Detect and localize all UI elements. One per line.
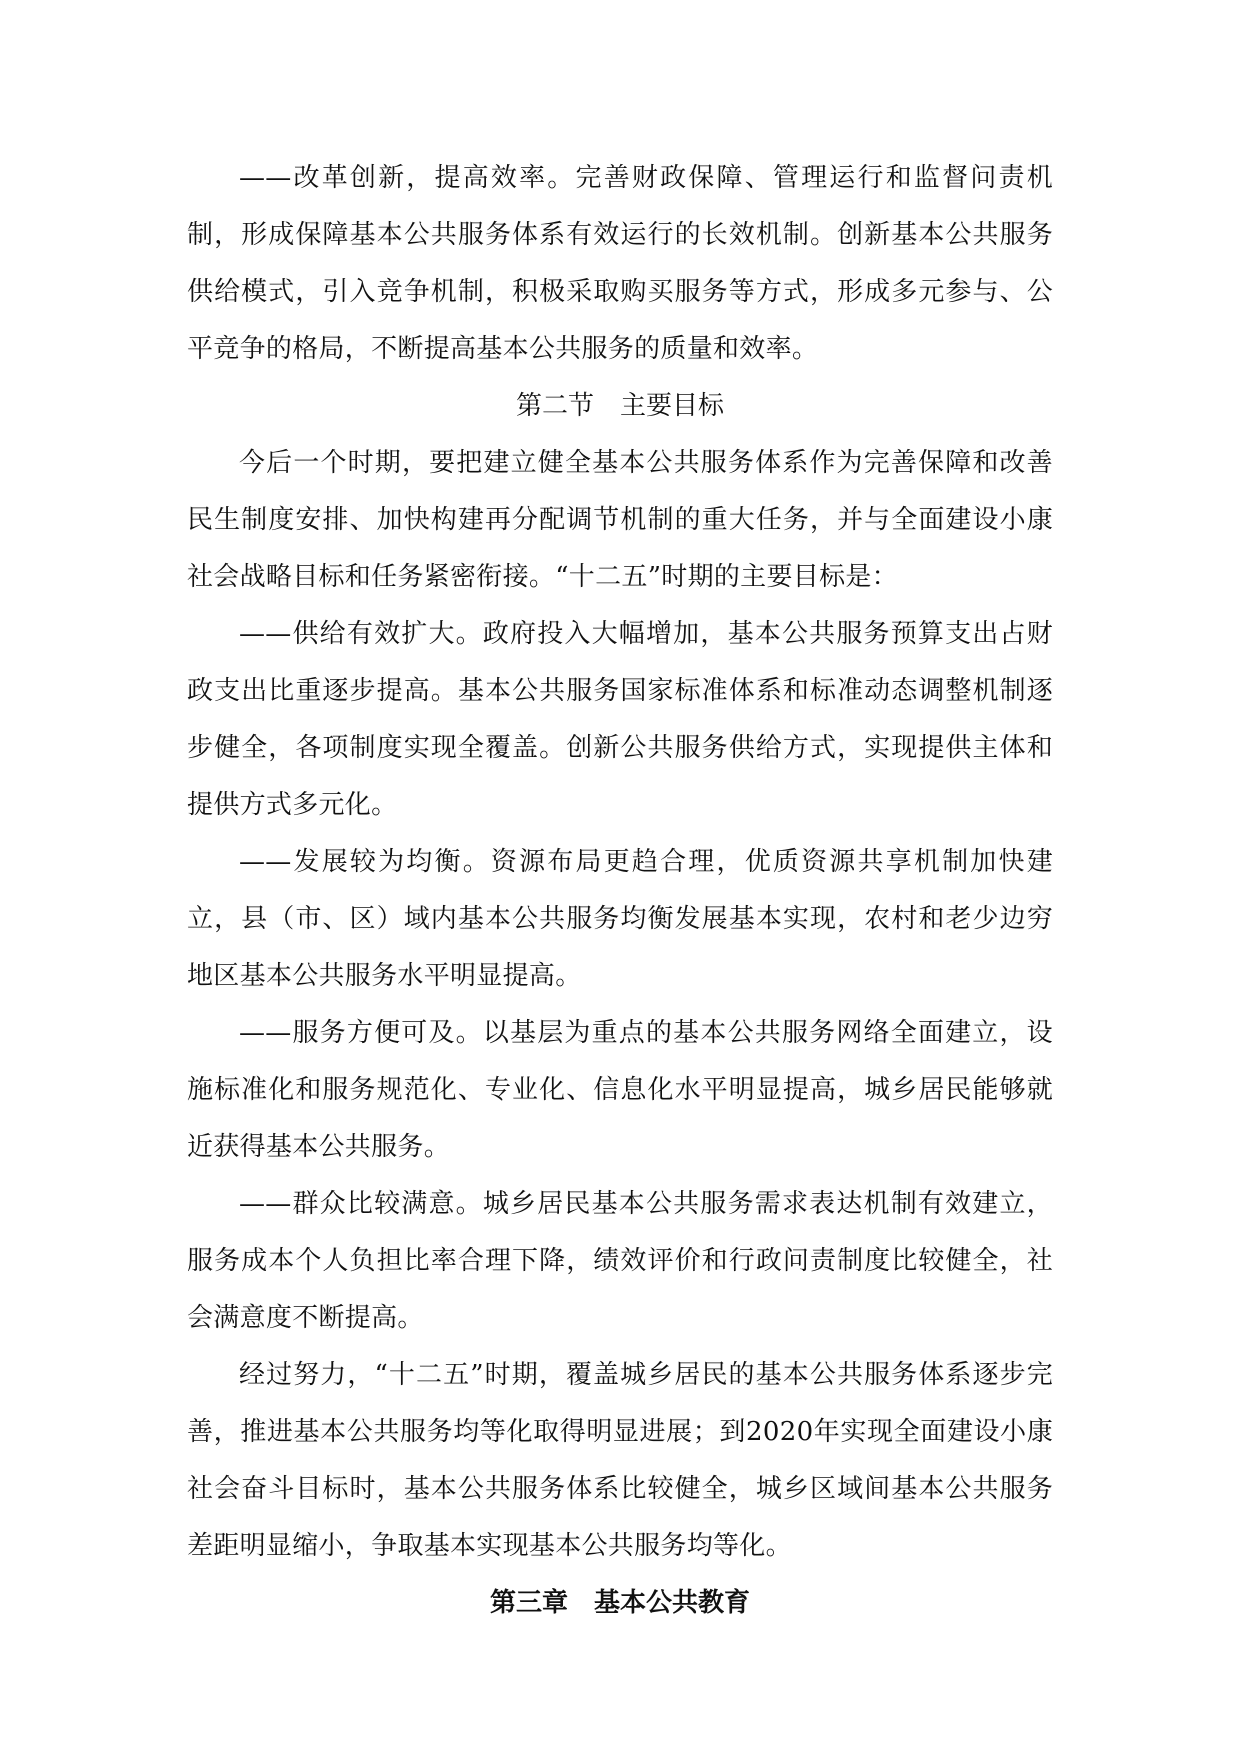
paragraph-accessibility: ——服务方便可及。以基层为重点的基本公共服务网络全面建立，设施标准化和服务规范化、专业化、信息化水平明显提高，城乡居民能够就近获得基本公共服务。	[187, 1018, 1053, 1162]
document-body	[187, 150, 1053, 1632]
paragraph-balance: ——发展较为均衡。资源布局更趋合理，优质资源共享机制加快建立，县（市、区）域内基本公共服务均衡发展基本实现，农村和老少边穷地区基本公共服务水平明显提高。	[187, 847, 1053, 991]
paragraph-intro: 今后一个时期，要把建立健全基本公共服务体系作为完善保障和改善民生制度安排、加快构建再分配调节机制的重大任务，并与全面建设小康社会战略目标和任务紧密衔接。“十二五”时期的主要目标是：	[187, 448, 1053, 592]
chapter-title: 第三章 基本公共教育	[489, 1588, 750, 1618]
paragraph-supply: ——供给有效扩大。政府投入大幅增加，基本公共服务预算支出占财政支出比重逐步提高。基本公共服务国家标准体系和标准动态调整机制逐步健全，各项制度实现全覆盖。创新公共服务供给方式，实现提供主体和提供方式多元化。	[187, 619, 1053, 820]
paragraph-satisfaction: ——群众比较满意。城乡居民基本公共服务需求表达机制有效建立，服务成本个人负担比率合理下降，绩效评价和行政问责制度比较健全，社会满意度不断提高。	[187, 1189, 1053, 1333]
paragraph-conclusion: 经过努力，“十二五”时期，覆盖城乡居民的基本公共服务体系逐步完善，推进基本公共服务均等化取得明显进展；到2020年实现全面建设小康社会奋斗目标时，基本公共服务体系比较健全，城乡区域间基本公共服务差距明显缩小，争取基本实现基本公共服务均等化。	[187, 1360, 1053, 1561]
section-title: 第二节 主要目标	[515, 391, 724, 421]
paragraph-reform-innovation: ——改革创新，提高效率。完善财政保障、管理运行和监督问责机制，形成保障基本公共服务体系有效运行的长效机制。创新基本公共服务供给模式，引入竞争机制，积极采取购买服务等方式，形成多元参与、公平竞争的格局，不断提高基本公共服务的质量和效率。	[187, 163, 1053, 364]
